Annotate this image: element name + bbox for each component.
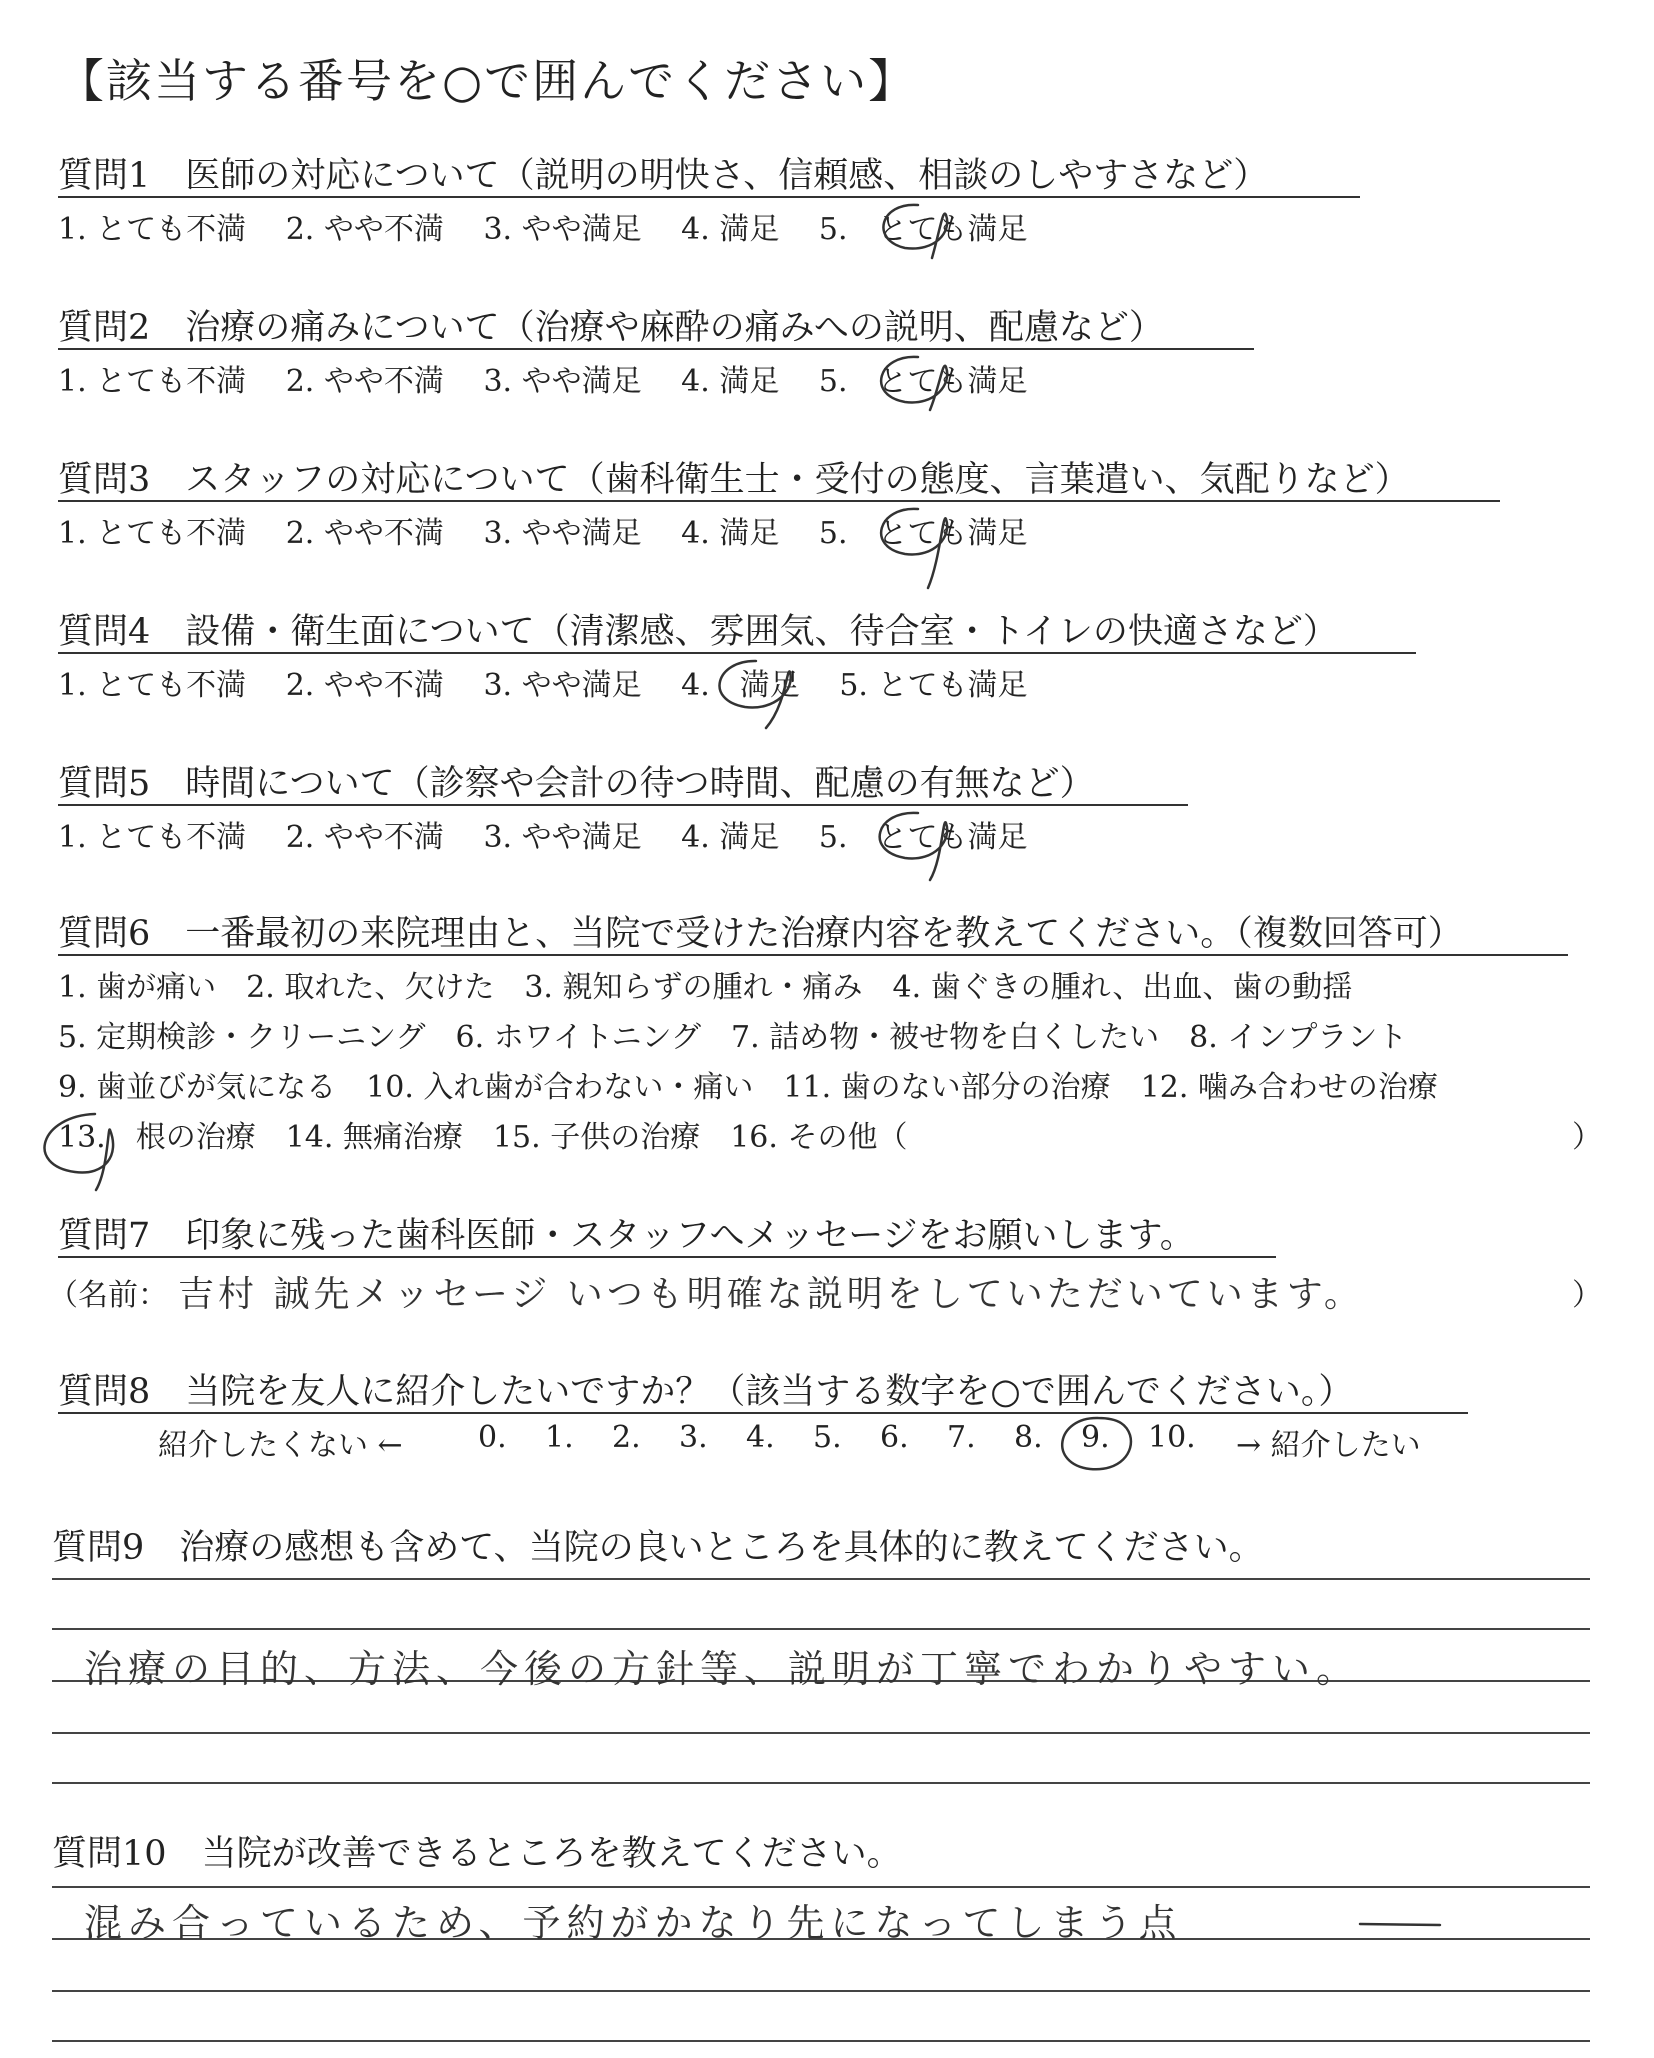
q6-label: 質問6 <box>58 914 151 954</box>
q2-option-5-label: とても満足 <box>877 364 1028 399</box>
q4-option-3[interactable]: 3. やや満足 <box>483 668 642 703</box>
q8-scale-5[interactable]: 5. <box>813 1420 842 1455</box>
q6-text: 一番最初の来院理由と、当院で受けた治療内容を教えてください。（複数回答可） <box>185 914 1463 954</box>
q7-text: 印象に残った歯科医師・スタッフへメッセージをお願いします。 <box>185 1216 1195 1256</box>
q4-option-2[interactable]: 2. やや不満 <box>285 668 444 703</box>
q8-selection-circle <box>1062 1418 1131 1469</box>
q10-handwritten-underline <box>1360 1924 1440 1925</box>
q6-option-13[interactable]: 13. <box>58 1120 106 1155</box>
q9-handwritten-answer[interactable]: 治療の目的、方法、今後の方針等、説明が丁寧でわかりやすい。 <box>84 1647 1361 1691</box>
q2-option-4[interactable]: 4. 満足 <box>681 364 780 399</box>
q8-scale-10[interactable]: 10. <box>1148 1420 1196 1455</box>
page-title: 【該当する番号を○で囲んでください】 <box>58 54 917 108</box>
q7-label: 質問7 <box>58 1216 151 1256</box>
q4-option-4-label: 満足 <box>739 668 800 703</box>
q5-option-4[interactable]: 4. 満足 <box>681 820 780 855</box>
q5-text: 時間について（診察や会計の待つ時間、配慮の有無など） <box>185 764 1095 804</box>
q7-handwritten-message[interactable]: 吉村 誠先メッセージ いつも明確な説明をしていただいています。 <box>178 1274 1364 1315</box>
q3-option-1[interactable]: 1. とても不満 <box>58 516 247 551</box>
q6-row-1[interactable]: 1. 歯が痛い 2. 取れた、欠けた 3. 親知らずの腫れ・痛み 4. 歯ぐきの腫れ、出血、歯の動揺 <box>58 970 1353 1005</box>
q5-selection-circle <box>880 813 948 880</box>
q1-option-3[interactable]: 3. やや満足 <box>483 212 642 247</box>
q2-option-3[interactable]: 3. やや満足 <box>483 364 642 399</box>
q2-selection-circle <box>881 357 947 410</box>
q8-scale-1[interactable]: 1. <box>545 1420 574 1455</box>
q4-text: 設備・衛生面について（清潔感、雰囲気、待合室・トイレの快適さなど） <box>185 612 1338 652</box>
q2-option-1[interactable]: 1. とても不満 <box>58 364 247 399</box>
q1-label: 質問1 <box>58 156 151 196</box>
q5-option-2[interactable]: 2. やや不満 <box>285 820 444 855</box>
q2-option-5[interactable]: 5. <box>818 364 848 399</box>
q3-text: スタッフの対応について（歯科衛生士・受付の態度、言葉遣い、気配りなど） <box>185 460 1410 500</box>
q5-option-3[interactable]: 3. やや満足 <box>483 820 642 855</box>
q3-option-4[interactable]: 4. 満足 <box>681 516 780 551</box>
q8-text: 当院を友人に紹介したいですか？（該当する数字を○で囲んでください。） <box>185 1372 1354 1412</box>
q1-option-5[interactable]: 5. <box>818 212 848 247</box>
q2-option-2[interactable]: 2. やや不満 <box>285 364 444 399</box>
q4-option-4[interactable]: 4. <box>681 668 710 703</box>
q5-label: 質問5 <box>58 764 151 804</box>
q3-selection-circle <box>881 509 947 588</box>
q8-scale-left: 紹介したくない ← <box>158 1428 403 1463</box>
q1-option-5-label: とても満足 <box>877 212 1028 247</box>
q8-scale-8[interactable]: 8. <box>1014 1420 1043 1455</box>
q8-scale-3[interactable]: 3. <box>679 1420 708 1455</box>
q6-row-3[interactable]: 9. 歯並びが気になる 10. 入れ歯が合わない・痛い 11. 歯のない部分の治療 12. 噛み合わせの治療 <box>58 1070 1438 1105</box>
q4-option-5[interactable]: 5. とても満足 <box>839 668 1028 703</box>
q3-option-5[interactable]: 5. <box>818 516 848 551</box>
q8-scale-0[interactable]: 0. <box>478 1420 507 1455</box>
q1-option-2[interactable]: 2. やや不満 <box>285 212 444 247</box>
q8-scale-7[interactable]: 7. <box>947 1420 976 1455</box>
q6-selection-circle <box>45 1114 114 1190</box>
q4-option-1[interactable]: 1. とても不満 <box>58 668 247 703</box>
q4-selection-circle <box>720 661 791 728</box>
q1-option-1[interactable]: 1. とても不満 <box>58 212 247 247</box>
q8-scale-right: → 紹介したい <box>1236 1428 1421 1463</box>
q3-option-2[interactable]: 2. やや不満 <box>285 516 444 551</box>
q8-scale-6[interactable]: 6. <box>880 1420 909 1455</box>
q10-handwritten-answer[interactable]: 混み合っているため、予約がかなり先になってしまう点 <box>84 1901 1183 1945</box>
q9-text: 治療の感想も含めて、当院の良いところを具体的に教えてください。 <box>179 1528 1264 1568</box>
q3-option-5-label: とても満足 <box>877 516 1028 551</box>
q2-label: 質問2 <box>58 308 151 348</box>
q10-label: 質問10 <box>52 1834 167 1874</box>
q4-label: 質問4 <box>58 612 151 652</box>
q10-text: 当院が改善できるところを教えてください。 <box>201 1834 902 1874</box>
q8-label: 質問8 <box>58 1372 151 1412</box>
q7-close: ） <box>1572 1278 1602 1313</box>
q1-selection-circle <box>883 205 947 258</box>
q1-text: 医師の対応について（説明の明快さ、信頼感、相談のしやすさなど） <box>185 156 1269 196</box>
q8-scale-2[interactable]: 2. <box>612 1420 641 1455</box>
q5-option-5[interactable]: 5. <box>818 820 848 855</box>
q6-row-4-rest[interactable]: 根の治療 14. 無痛治療 15. 子供の治療 16. その他（ <box>135 1120 908 1155</box>
q3-option-3[interactable]: 3. やや満足 <box>483 516 642 551</box>
q2-text: 治療の痛みについて（治療や麻酔の痛みへの説明、配慮など） <box>185 308 1164 348</box>
q8-scale-9[interactable]: 9. <box>1081 1420 1110 1455</box>
q3-label: 質問3 <box>58 460 151 500</box>
q6-row-2[interactable]: 5. 定期検診・クリーニング 6. ホワイトニング 7. 詰め物・被せ物を白くしたい 8. インプラント <box>58 1020 1408 1055</box>
q6-other-close: ） <box>1572 1120 1602 1155</box>
q8-scale-4[interactable]: 4. <box>746 1420 775 1455</box>
q5-option-1[interactable]: 1. とても不満 <box>58 820 247 855</box>
q5-option-5-label: とても満足 <box>877 820 1028 855</box>
q1-option-4[interactable]: 4. 満足 <box>681 212 780 247</box>
q7-name-prefix: （名前： <box>48 1278 168 1313</box>
q9-label: 質問9 <box>52 1528 145 1568</box>
